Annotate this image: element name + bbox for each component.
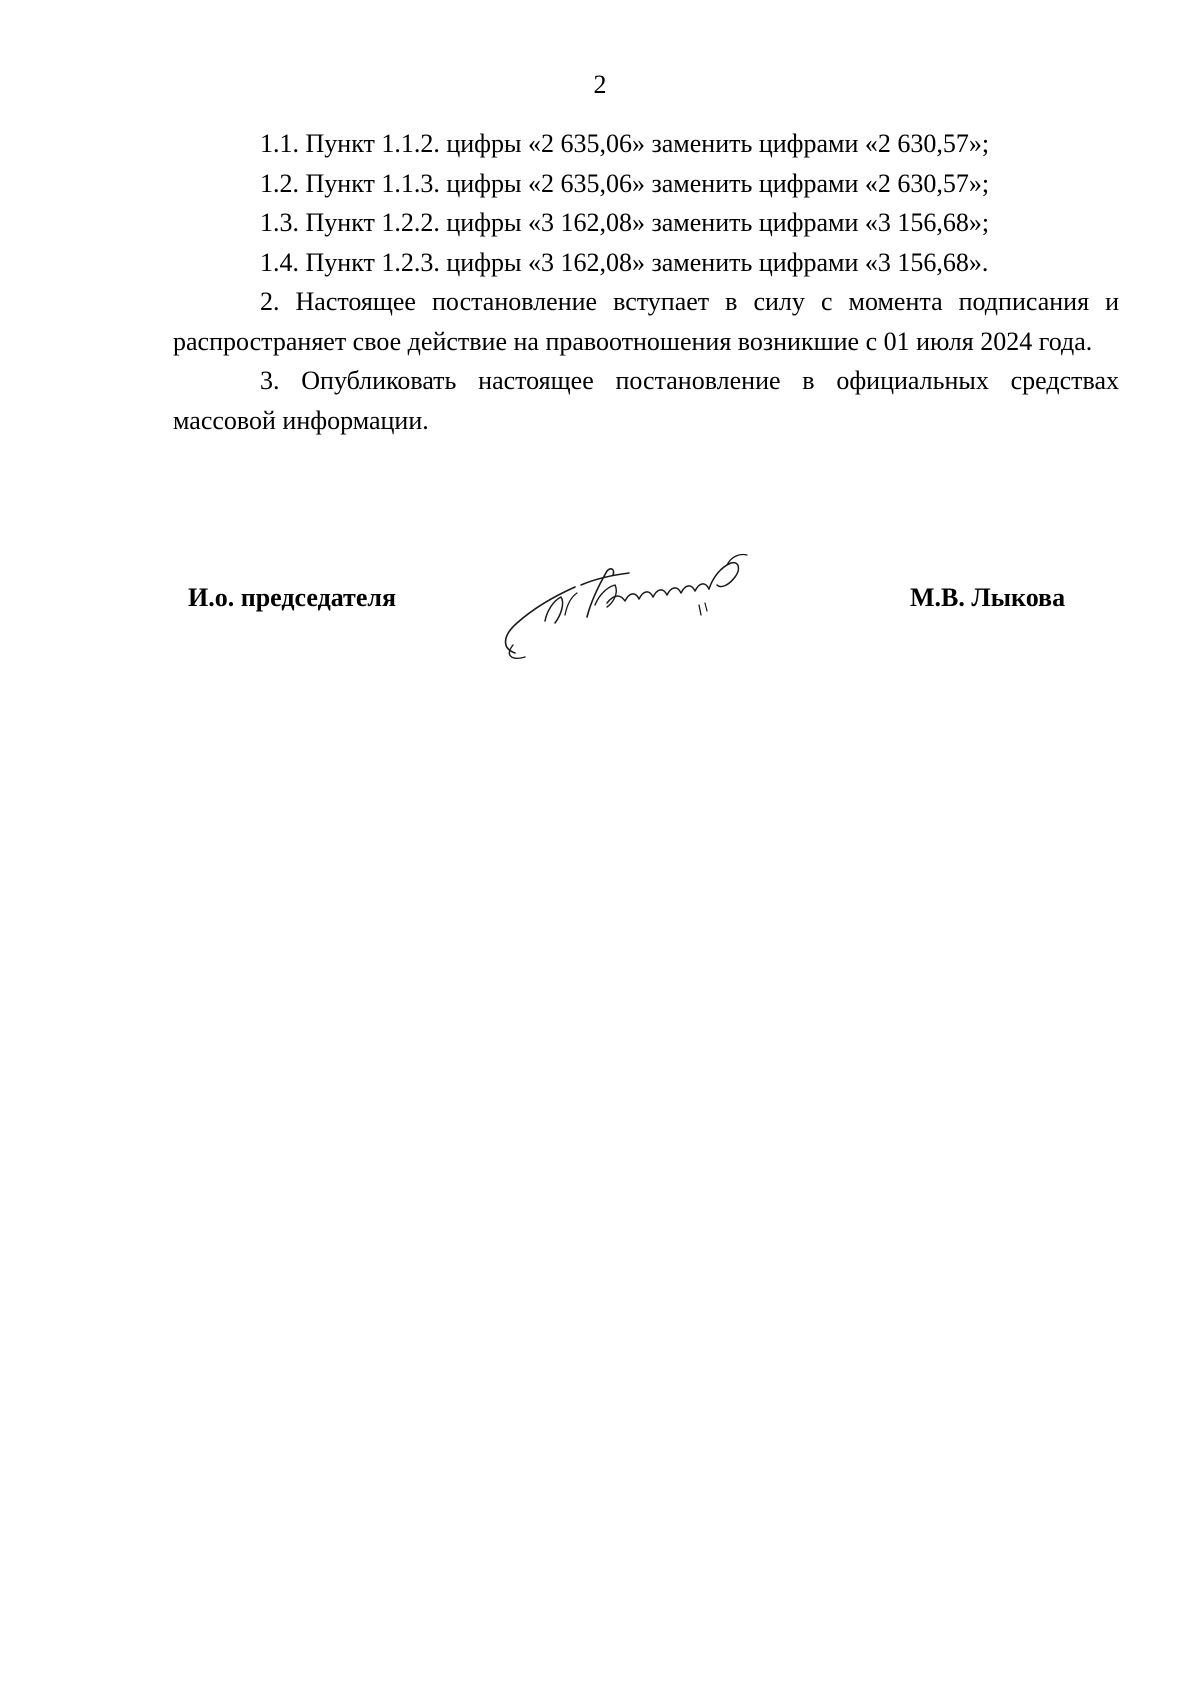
document-body [173,124,1119,440]
signer-position: И.о. председателя [188,583,397,612]
amendment-item-3: 1.3. Пункт 1.2.2. цифры «3 162,08» заменить цифрами «3 156,68»; [260,208,990,237]
amendment-item-2: 1.2. Пункт 1.1.3. цифры «2 635,06» заменить цифрами «2 630,57»; [260,168,990,198]
amendment-item-1: 1.1. Пункт 1.1.2. цифры «2 635,06» заменить цифрами «2 630,57»; [260,129,990,158]
page-number: 2 [593,70,607,99]
signer-name: М.В. Лыкова [910,583,1066,612]
signature-block [0,545,1200,665]
publication-paragraph: 3. Опубликовать настоящее постановление в официальных средствах массовой информации. [173,366,1119,435]
handwritten-signature [495,545,795,665]
effective-date-paragraph: 2. Настоящее постановление вступает в силу с момента подписания и распространяет свое действие на правоотношения возникшие с 01 июля 2024 года. [173,287,1119,356]
amendment-item-4: 1.4. Пункт 1.2.3. цифры «3 162,08» заменить цифрами «3 156,68». [260,247,989,277]
